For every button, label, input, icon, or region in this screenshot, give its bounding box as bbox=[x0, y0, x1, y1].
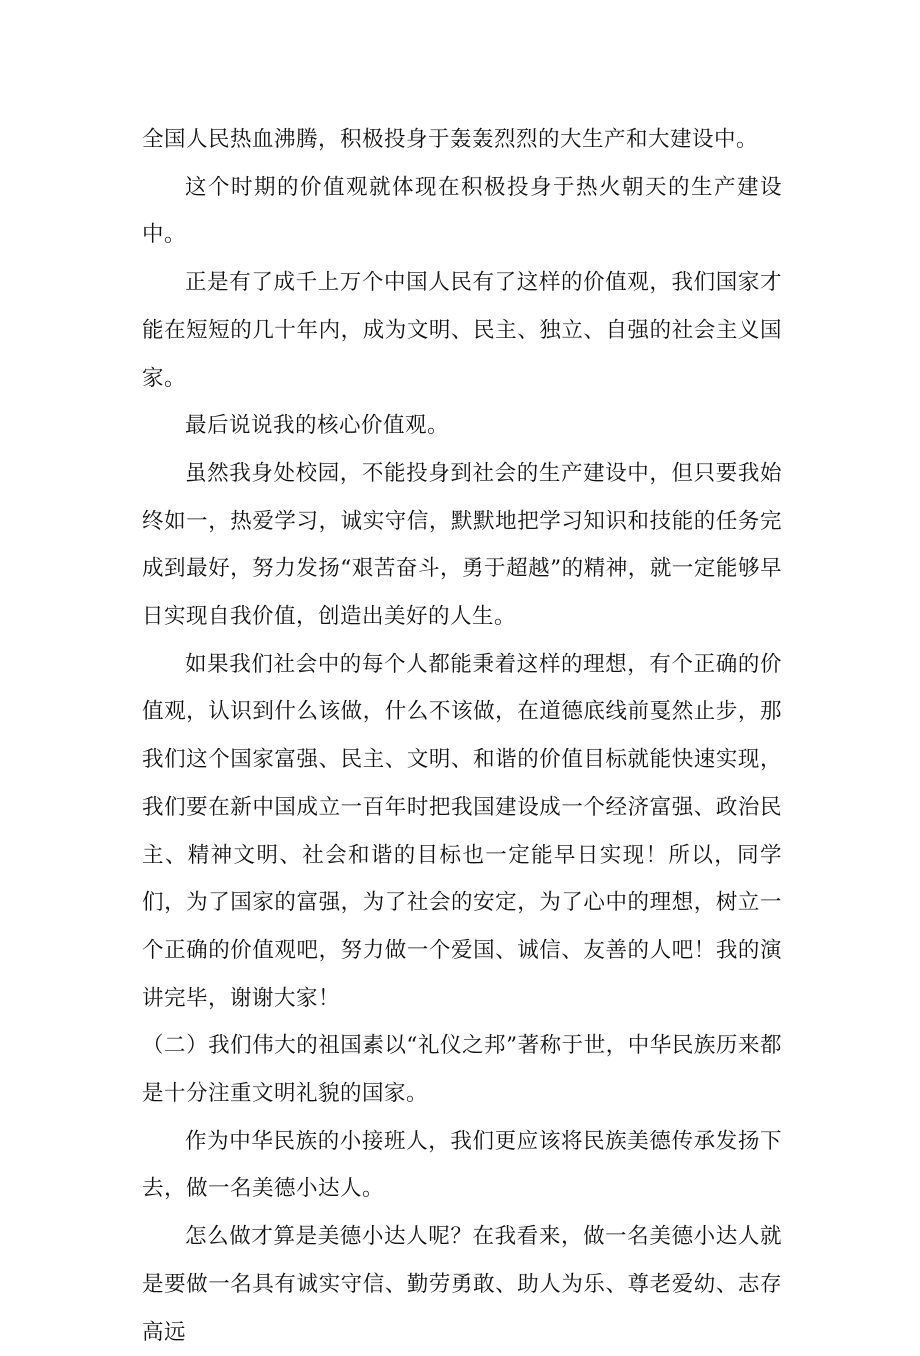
paragraph: 虽然我身处校园，不能投身到社会的生产建设中，但只要我始终如一，热爱学习，诚实守信，默默地把学习知识和技能的任务完成到最好，努力发扬“艰苦奋斗，勇于超越”的精神，就一定能够早日实现自我价值，创造出美好的人生。 bbox=[142, 460, 782, 630]
paragraph: 这个时期的价值观就体现在积极投身于热火朝天的生产建设中。 bbox=[142, 174, 782, 248]
body-text bbox=[142, 116, 782, 1356]
section-heading-paragraph: （二）我们伟大的祖国素以“礼仪之邦”著称于世，中华民族历来都是十分注重文明礼貌的国家。 bbox=[142, 1033, 782, 1107]
paragraph: 怎么做才算是美德小达人呢？在我看来，做一名美德小达人就是要做一名具有诚实守信、勤劳勇敢、助人为乐、尊老爱幼、志存高远 bbox=[142, 1224, 782, 1345]
paragraph: 作为中华民族的小接班人，我们更应该将民族美德传承发扬下去，做一名美德小达人。 bbox=[142, 1128, 782, 1202]
paragraph: 最后说说我的核心价值观。 bbox=[185, 413, 450, 439]
paragraph: 全国人民热血沸腾，积极投身于轰轰烈烈的大生产和大建设中。 bbox=[142, 127, 759, 152]
paragraph: 如果我们社会中的每个人都能秉着这样的理想，有个正确的价值观，认识到什么该做，什么不该做，在道德底线前戛然止步，那我们这个国家富强、民主、文明、和谐的价值目标就能快速实现，我们要在新中国成立一百年时把我国建设成一个经济富强、政治民主、精神文明、社会和谐的目标也一定能早日实现！所以，同学们，为了国家的富强，为了社会的安定，为了心中的理想，树立一个正确的价值观吧，努力做一个爱国、诚信、友善的人吧！我的演讲完毕，谢谢大家！ bbox=[142, 651, 782, 1011]
paragraph: 正是有了成千上万个中国人民有了这样的价值观，我们国家才能在短短的几十年内，成为文明、民主、独立、自强的社会主义国家。 bbox=[142, 270, 782, 391]
